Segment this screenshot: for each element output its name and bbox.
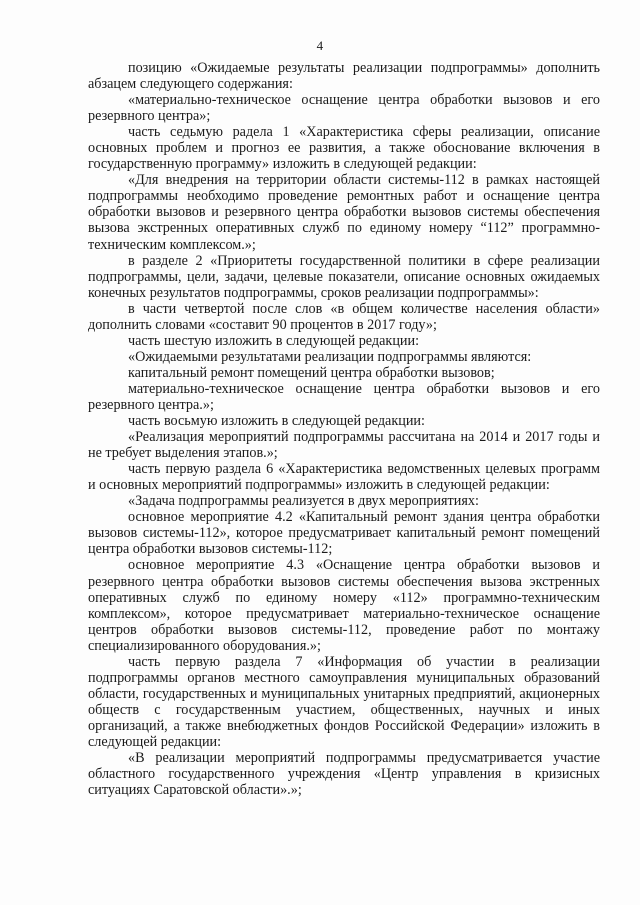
paragraph: «материально-техническое оснащение центра обработки вызовов и его резервного центра»; — [88, 92, 600, 125]
document-body — [88, 60, 600, 798]
paragraph: часть шестую изложить в следующей редакции: — [128, 332, 420, 349]
paragraph: материально-техническое оснащение центра обработки вызовов и его резервного центра.»; — [88, 380, 600, 413]
paragraph: «Задача подпрограммы реализуется в двух мероприятиях: — [128, 493, 479, 510]
paragraph: «Для внедрения на территории области системы-112 в рамках настоящей подпрограммы необходимо проведение ремонтных работ и оснащение центра обработки вызовов и резервного центра обработки вызовов системы обеспечения вызова экстренных оперативных служб по единому номеру “112” программно-техническим комплексом.»; — [88, 172, 600, 253]
paragraph: часть седьмую радела 1 «Характеристика сферы реализации, описание основных проблем и прогноз ее развития, а также обоснование включения в государственную программу» изложить в следующей редакции: — [88, 124, 600, 173]
paragraph: «Ожидаемыми результатами реализации подпрограммы являются: — [128, 348, 532, 365]
paragraph: часть первую раздела 6 «Характеристика ведомственных целевых программ и основных мероприятий подпрограммы» изложить в следующей редакции: — [88, 461, 600, 494]
paragraph: основное мероприятие 4.2 «Капитальный ремонт здания центра обработки вызовов системы-112», которое предусматривает капитальный ремонт помещений центра обработки вызовов системы-112; — [88, 509, 600, 558]
paragraph: капитальный ремонт помещений центра обработки вызовов; — [128, 364, 495, 381]
paragraph: позицию «Ожидаемые результаты реализации подпрограммы» дополнить абзацем следующего содержания: — [88, 60, 600, 93]
paragraph: часть восьмую изложить в следующей редакции: — [128, 413, 425, 430]
paragraph: «В реализации мероприятий подпрограммы предусматривается участие областного государственного учреждения «Центр управления в кризисных ситуациях Саратовской области».»; — [88, 750, 600, 799]
paragraph: «Реализация мероприятий подпрограммы рассчитана на 2014 и 2017 годы и не требует выделения этапов.»; — [88, 429, 600, 462]
paragraph: часть первую раздела 7 «Информация об участии в реализации подпрограммы органов местного самоуправления муниципальных образований области, государственных и муниципальных унитарных предприятий, акционерных обществ с государственным участием, общественных, научных и иных организаций, а также внебюджетных фондов Российской Федерации» изложить в следующей редакции: — [88, 653, 600, 750]
paragraph: в части четвертой после слов «в общем количестве населения области» дополнить словами «составит 90 процентов в 2017 году»; — [88, 300, 600, 333]
page-number: 4 — [316, 38, 324, 53]
paragraph: основное мероприятие 4.3 «Оснащение центра обработки вызовов и резервного центра обработки вызовов системы обеспечения вызова экстренных оперативных служб по единому номеру «112» программно-техническим комплексом», которое предусматривает материально-техническое оснащение центров обработки вызовов системы-112, проведение работ по монтажу специализированного оборудования.»; — [88, 557, 600, 654]
paragraph: в разделе 2 «Приоритеты государственной политики в сфере реализации подпрограммы, цели, задачи, целевые показатели, описание основных ожидаемых конечных результатов подпрограммы, сроков реализации подпрограммы»: — [88, 252, 600, 301]
